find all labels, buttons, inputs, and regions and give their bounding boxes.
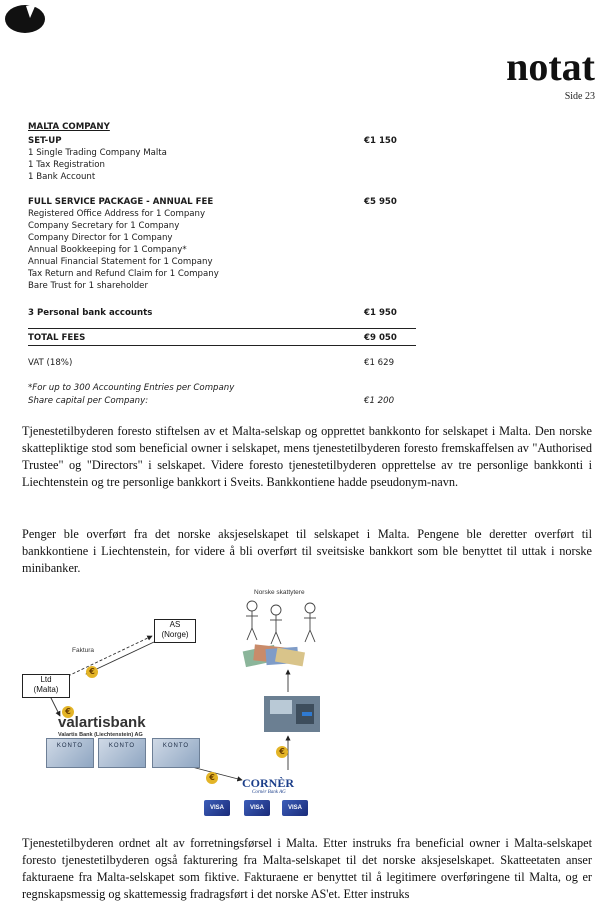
money-flow-diagram	[20, 586, 500, 826]
setup-item: 1 Bank Account	[28, 172, 96, 182]
ltd-malta-box	[22, 674, 70, 698]
as-box-line: (Norge)	[161, 630, 189, 639]
konto-card-icon: KONTO	[46, 738, 94, 768]
fee-heading: MALTA COMPANY	[28, 122, 110, 132]
service-item: Annual Financial Statement for 1 Company	[28, 257, 213, 267]
banknotes-icon	[243, 644, 305, 667]
as-norge-box	[154, 619, 196, 643]
service-item: Registered Office Address for 1 Company	[28, 209, 206, 219]
vat-row	[28, 357, 406, 369]
service-amount: €5 950	[364, 197, 397, 207]
as-box-line: AS	[169, 620, 181, 629]
logo-icon	[4, 2, 46, 34]
total-row	[28, 332, 406, 344]
euro-coin-icon: €	[62, 706, 74, 718]
document-title: notat	[506, 44, 595, 89]
ltd-box-line: Ltd	[40, 675, 52, 684]
paragraph: Tjenestetilbyderen foresto stiftelsen av et Malta-selskap og opprettet bankkonto for selskapet i Malta. Den norske skattepliktige stod som beneficial owner i selskapet, mens tjenestetilbyderen foresto fremskaffelsen av "Authorised Trustee" og "Directors" i selskapet. Videre foresto tjenestetilbyderen opprettelse av tre personlige bankkonti i Liechtenstein og tre personlige bankkort i Sveits. Bankkontiene hadde pseudonym-navn.	[22, 424, 592, 489]
taxpayer-figures	[246, 601, 316, 644]
konto-card-icon: KONTO	[98, 738, 146, 768]
visa-card-icon: VISA	[204, 800, 230, 816]
service-item: Company Director for 1 Company	[28, 233, 173, 243]
bank-accounts-label: 3 Personal bank accounts	[28, 308, 153, 318]
euro-coin-icon: €	[86, 666, 98, 678]
paragraph: Penger ble overført fra det norske aksjeselskapet til selskapet i Malta. Pengene ble deretter overført til bankkontiene i Liechtenstein, for videre å bli overført til sveitsiske bankkort som ble benyttet til uttak i norske minibanker.	[22, 527, 592, 575]
euro-coin-icon: €	[276, 746, 288, 758]
vat-label: VAT (18%)	[28, 358, 73, 368]
visa-card-icon: VISA	[282, 800, 308, 816]
corner-bank-logo: CORNÈR	[242, 776, 295, 790]
euro-coin-icon: €	[206, 772, 218, 784]
service-item: Tax Return and Refund Claim for 1 Company	[28, 269, 219, 279]
bank-accounts-amount: €1 950	[364, 308, 397, 318]
service-row	[28, 196, 406, 208]
service-item: Bare Trust for 1 shareholder	[28, 281, 149, 291]
ltd-box-line: (Malta)	[33, 685, 59, 694]
total-amount: €9 050	[364, 333, 397, 343]
share-capital-row	[28, 395, 406, 407]
setup-item: 1 Tax Registration	[28, 160, 105, 170]
total-label: TOTAL FEES	[28, 333, 86, 343]
divider	[28, 328, 416, 329]
taxpayers-label: Norske skattytere	[254, 589, 305, 596]
corner-bank-subtitle: Cornèr Bank AG	[252, 790, 286, 795]
share-capital-label: Share capital per Company:	[28, 396, 149, 406]
setup-item: 1 Single Trading Company Malta	[28, 148, 167, 158]
setup-amount: €1 150	[364, 136, 397, 146]
vat-amount: €1 629	[364, 358, 395, 368]
setup-label: SET-UP	[28, 136, 62, 146]
service-label: FULL SERVICE PACKAGE - ANNUAL FEE	[28, 197, 214, 207]
setup-row	[28, 135, 406, 147]
atm-icon	[264, 696, 320, 732]
valartis-logo: valartisbank	[58, 714, 146, 731]
visa-card-icon: VISA	[244, 800, 270, 816]
bank-accounts-row	[28, 307, 406, 319]
service-item: Company Secretary for 1 Company	[28, 221, 180, 231]
faktura-label: Faktura	[72, 647, 95, 654]
konto-card-icon: KONTO	[152, 738, 200, 768]
paragraph: Tjenestetilbyderen ordnet alt av forretningsførsel i Malta. Etter instruks fra beneficial owner i Malta-selskapet foresto tjenestetilbyderen også fakturering fra Malta-selskapet til det norske aksjeselskapet. Skatteetaten anser fakturaene fra Malta-selskapet som fiktive. Fakturaene er benyttet til å legitimere overføringene til Malta, og er regnskapsmessig og skattemessig fradragsført i det norske AS'et. Etter instruks	[22, 836, 592, 901]
share-capital-amount: €1 200	[364, 396, 395, 406]
valartis-subtitle: Valartis Bank (Liechtenstein) AG	[58, 732, 143, 738]
page-number: Side 23	[564, 91, 595, 102]
divider	[28, 345, 416, 346]
footnote: *For up to 300 Accounting Entries per Company	[28, 383, 235, 393]
service-item: Annual Bookkeeping for 1 Company*	[28, 245, 187, 255]
